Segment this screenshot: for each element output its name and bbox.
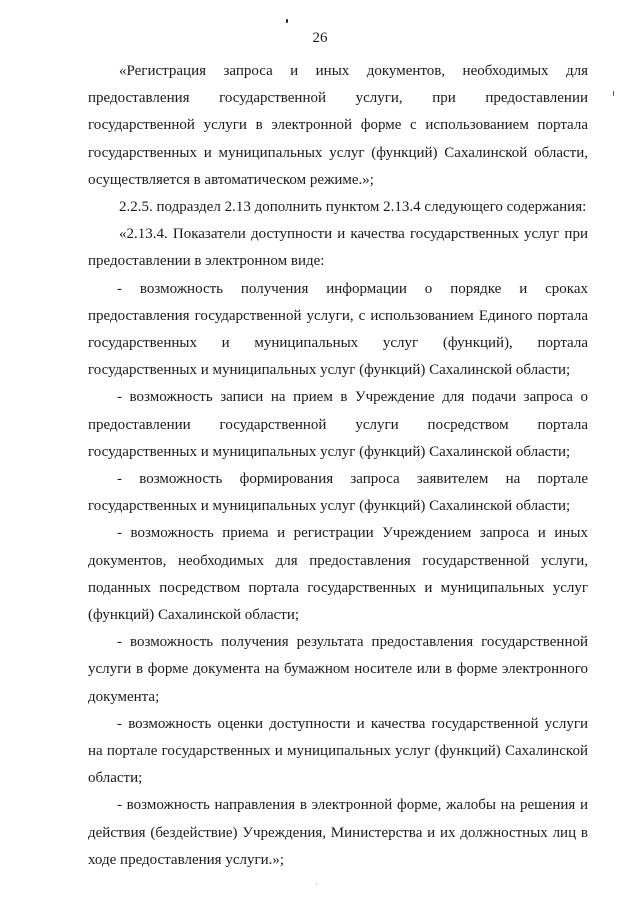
scan-speck [316, 883, 317, 884]
list-item: - возможность получения информации о порядке и сроках предоставления государственной услуги, с использованием Единого портала государственных и муниципальных услуг (функций), портала государственных и муниципальных услуг (функций) Сахалинской области; [88, 280, 588, 379]
list-item: - возможность формирования запроса заявителем на портале государственных и муниципальных услуг (функций) Сахалинской области; [88, 471, 588, 515]
page-number: 26 [312, 30, 328, 46]
paragraph-amendment: 2.2.5. подраздел 2.13 дополнить пунктом 2.13.4 следующего содержания: [119, 199, 587, 216]
list-item: - возможность получения результата предоставления государственной услуги в форме документа на бумажном носителе или в форме электронного документа; [88, 634, 588, 705]
paragraph-indicators-heading: «2.13.4. Показатели доступности и качества государственных услуг при предоставлении в электронном виде: [88, 226, 588, 270]
scan-speck [613, 91, 614, 96]
document-body [88, 58, 588, 874]
list-item: - возможность направления в электронной форме, жалобы на решения и действия (бездействие) Учреждения, Министерства и их должностных лиц в ходе предоставления услуги.»; [88, 797, 588, 868]
paragraph-registration: «Регистрация запроса и иных документов, необходимых для предоставления государственной услуги, при предоставлении государственной услуги в электронной форме с использованием портала государственных и муниципальных услуг (функций) Сахалинской области, осуществляется в автоматическом режиме.»; [88, 63, 588, 188]
list-item: - возможность записи на прием в Учреждение для подачи запроса о предоставлении государственной услуги посредством портала государственных и муниципальных услуг (функций) Сахалинской области; [88, 389, 588, 460]
list-item: - возможность приема и регистрации Учреждением запроса и иных документов, необходимых для предоставления государственной услуги, поданных посредством портала государственных и муниципальных услуг (функций) Сахалинской области; [88, 525, 588, 624]
scan-speck [286, 19, 288, 23]
list-item: - возможность оценки доступности и качества государственной услуги на портале государственных и муниципальных услуг (функций) Сахалинской области; [88, 715, 588, 787]
